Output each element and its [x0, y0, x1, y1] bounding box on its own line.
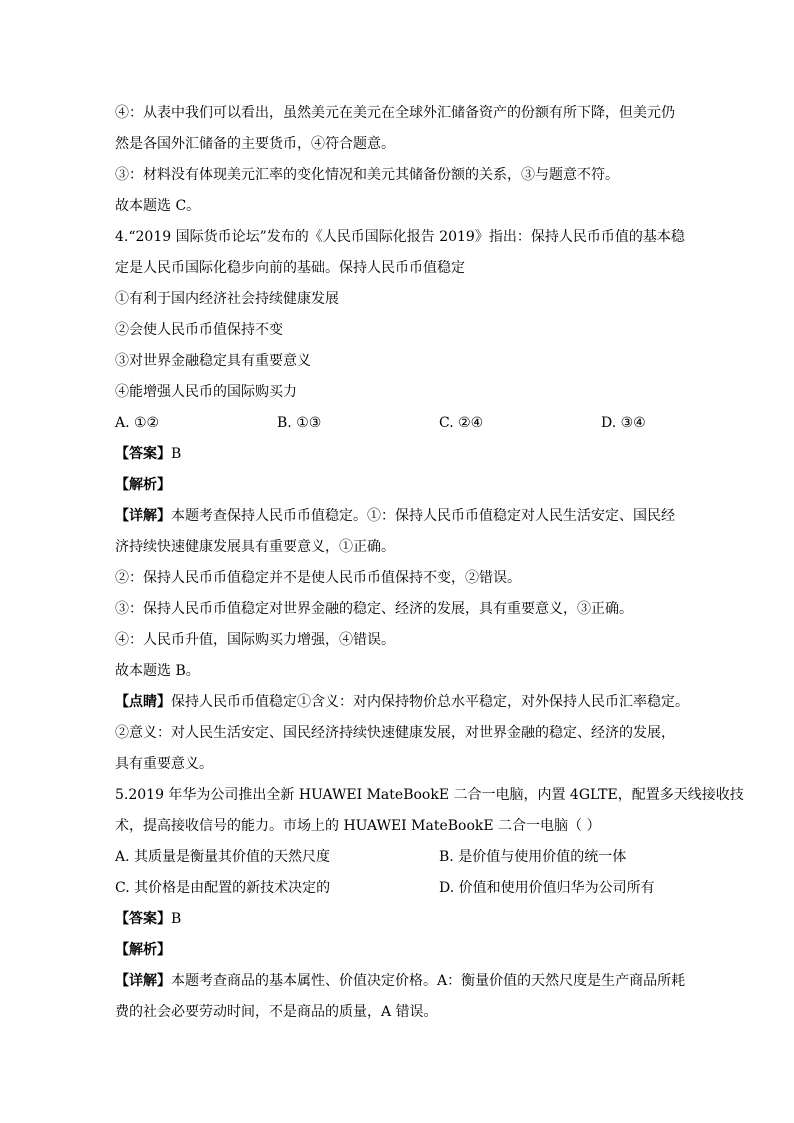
question-stem: 术，提高接收信号的能力。市场上的 HUAWEI MateBookE 二合一电脑（ ） — [115, 818, 601, 834]
question-4 — [115, 222, 689, 780]
text-line: 然是各国外汇储备的主要货币，④符合题意。 — [115, 136, 395, 152]
text-line: 济持续快速健康发展具有重要意义，①正确。 — [115, 539, 395, 555]
option-d: D. ③④ — [601, 415, 646, 431]
question-stem: 5.2019 年华为公司推出全新 HUAWEI MateBookE 二合一电脑，内置 4GLTE，配置多天线接收技 — [115, 787, 744, 803]
statement-4: ④能增强人民币的国际购买力 — [115, 384, 297, 400]
option-b: B. ①③ — [277, 415, 322, 431]
text-line: ③：材料没有体现美元汇率的变化情况和美元其储备份额的关系，③与题意不符。 — [115, 167, 619, 183]
question-stem: 定是人民币国际化稳步向前的基础。保持人民币币值稳定 — [115, 260, 465, 276]
detail-tag: 【详解】 — [115, 508, 171, 524]
question-5 — [115, 780, 744, 1028]
statement-1: ①有利于国内经济社会持续健康发展 — [115, 291, 339, 307]
text-line: ②：保持人民币币值稳定并不是使人民币币值保持不变，②错误。 — [115, 570, 521, 586]
text-line: ②意义：对人民生活安定、国民经济持续快速健康发展，对世界金融的稳定、经济的发展， — [115, 725, 675, 741]
answer-options-row-1 — [115, 842, 685, 873]
answer-options-row-2 — [115, 873, 685, 904]
answer-tag: 【答案】 — [115, 446, 171, 462]
text-line: 故本题选 B。 — [115, 663, 200, 679]
detail-text: 本题考查商品的基本属性、价值决定价格。A：衡量价值的天然尺度是生产商品所耗 — [171, 973, 686, 989]
point-tag: 【点睛】 — [115, 694, 171, 710]
answer-tag: 【答案】 — [115, 911, 171, 927]
q3-analysis-continuation — [115, 98, 685, 222]
analysis-tag: 【解析】 — [115, 942, 171, 958]
point-text: 保持人民币币值稳定①含义：对内保持物价总水平稳定，对外保持人民币汇率稳定。 — [171, 694, 689, 710]
detail-text: 本题考查保持人民币币值稳定。①：保持人民币币值稳定对人民生活安定、国民经 — [171, 508, 675, 524]
answer-value: B — [171, 911, 182, 927]
text-line: 具有重要意义。 — [115, 756, 213, 772]
point-line — [115, 687, 689, 718]
option-c: C. ②④ — [439, 415, 484, 431]
detail-line — [115, 966, 685, 997]
analysis-tag: 【解析】 — [115, 477, 171, 493]
answer-options — [115, 408, 685, 439]
statement-2: ②会使人民币币值保持不变 — [115, 322, 283, 338]
option-a: A. ①② — [115, 415, 160, 431]
question-stem: 4.“2019 国际货币论坛”发布的《人民币国际化报告 2019》指出：保持人民币币值的基本稳 — [115, 229, 685, 245]
answer-line — [115, 904, 685, 935]
answer-line — [115, 439, 685, 470]
option-d: D. 价值和使用价值归华为公司所有 — [439, 880, 655, 896]
option-b: B. 是价值与使用价值的统一体 — [439, 849, 627, 865]
option-c: C. 其价格是由配置的新技术决定的 — [115, 880, 331, 896]
document-page — [115, 98, 744, 1028]
text-line: ④：从表中我们可以看出，虽然美元在美元在全球外汇储备资产的份额有所下降，但美元仍 — [115, 105, 675, 121]
statement-3: ③对世界金融稳定具有重要意义 — [115, 353, 311, 369]
answer-value: B — [171, 446, 182, 462]
text-line: ③：保持人民币币值稳定对世界金融的稳定、经济的发展，具有重要意义，③正确。 — [115, 601, 633, 617]
text-line: 费的社会必要劳动时间，不是商品的质量，A 错误。 — [115, 1004, 438, 1020]
text-line: ④：人民币升值，国际购买力增强，④错误。 — [115, 632, 395, 648]
detail-line — [115, 501, 685, 532]
text-line: 故本题选 C。 — [115, 198, 201, 214]
option-a: A. 其质量是衡量其价值的天然尺度 — [115, 849, 331, 865]
detail-tag: 【详解】 — [115, 973, 171, 989]
